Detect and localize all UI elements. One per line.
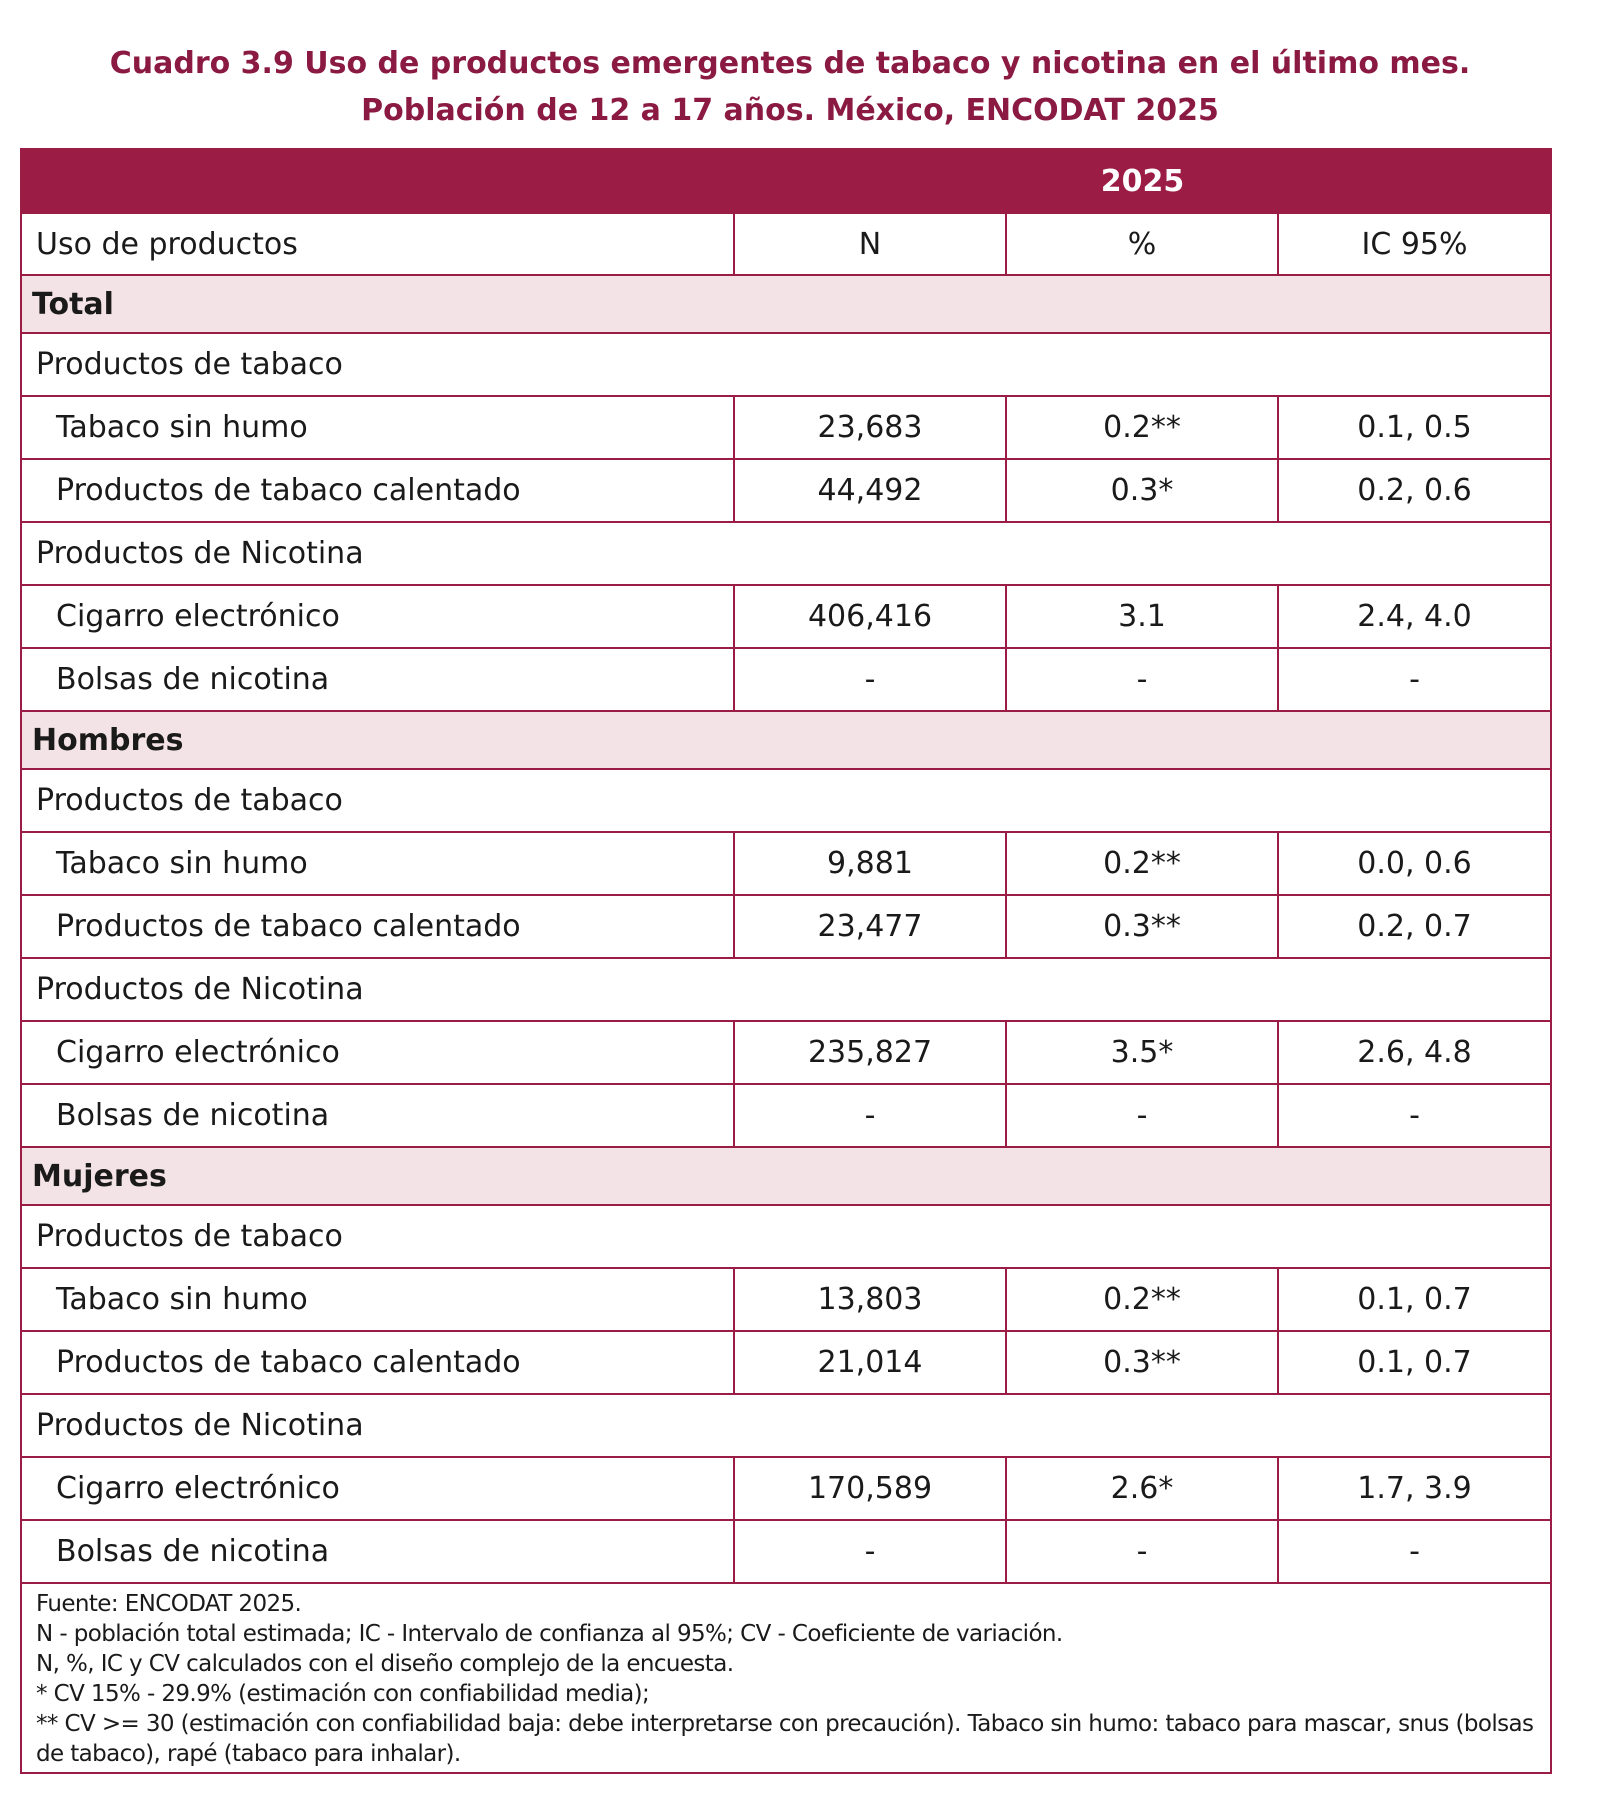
row-label: Bolsas de nicotina (21, 1520, 734, 1583)
group-row (21, 1205, 1551, 1268)
row-label: Productos de tabaco calentado (21, 459, 734, 522)
table-row (21, 832, 1551, 895)
cell-pct: 0.2** (1006, 832, 1278, 895)
table-row (21, 1021, 1551, 1084)
section-label: Hombres (21, 711, 1551, 769)
cell-ic: 1.7, 3.9 (1278, 1457, 1551, 1520)
table-row (21, 895, 1551, 958)
cell-ic: - (1278, 1520, 1551, 1583)
table-row (21, 1331, 1551, 1394)
cell-n: 235,827 (734, 1021, 1006, 1084)
cell-pct: - (1006, 648, 1278, 711)
row-label: Tabaco sin humo (21, 396, 734, 459)
cell-pct: - (1006, 1084, 1278, 1147)
cell-pct: 2.6* (1006, 1457, 1278, 1520)
cell-pct: 3.5* (1006, 1021, 1278, 1084)
section-row-hombres (21, 711, 1551, 769)
table-notes (20, 1569, 1552, 1774)
table-row (21, 459, 1551, 522)
group-label: Productos de Nicotina (21, 1394, 1551, 1457)
table-row (21, 1084, 1551, 1147)
cell-n: 9,881 (734, 832, 1006, 895)
cell-ic: 2.4, 4.0 (1278, 585, 1551, 648)
cell-pct: 0.2** (1006, 396, 1278, 459)
row-label: Cigarro electrónico (21, 1457, 734, 1520)
data-table (20, 148, 1552, 1584)
cell-n: 23,477 (734, 895, 1006, 958)
cell-n: - (734, 648, 1006, 711)
row-label: Cigarro electrónico (21, 1021, 734, 1084)
cell-ic: - (1278, 1084, 1551, 1147)
cell-pct: 0.3** (1006, 1331, 1278, 1394)
cell-n: - (734, 1084, 1006, 1147)
group-row (21, 522, 1551, 585)
table-row (21, 396, 1551, 459)
note-cv-medium: * CV 15% - 29.9% (estimación con confiabilidad media); (36, 1681, 650, 1707)
note-cv-low: ** CV >= 30 (estimación con confiabilidad baja: debe interpretarse con precaución). Tabaco sin humo: tabaco para mascar, snus (bolsas de tabaco), rapé (tabaco para inhalar). (36, 1711, 1534, 1767)
cell-ic: 0.1, 0.5 (1278, 396, 1551, 459)
cell-n: - (734, 1520, 1006, 1583)
cell-ic: 0.0, 0.6 (1278, 832, 1551, 895)
cell-n: 21,014 (734, 1331, 1006, 1394)
row-label: Tabaco sin humo (21, 1268, 734, 1331)
cell-ic: 0.1, 0.7 (1278, 1268, 1551, 1331)
group-row (21, 1394, 1551, 1457)
cell-ic: - (1278, 648, 1551, 711)
group-label: Productos de tabaco (21, 769, 1551, 832)
cell-pct: 0.3** (1006, 895, 1278, 958)
cell-ic: 2.6, 4.8 (1278, 1021, 1551, 1084)
section-row-mujeres (21, 1147, 1551, 1205)
section-label: Mujeres (21, 1147, 1551, 1205)
cell-ic: 0.1, 0.7 (1278, 1331, 1551, 1394)
section-label: Total (21, 275, 1551, 333)
group-row (21, 958, 1551, 1021)
row-label: Productos de tabaco calentado (21, 1331, 734, 1394)
column-header-n: N (734, 213, 1006, 275)
table-row (21, 648, 1551, 711)
note-source: Fuente: ENCODAT 2025. (36, 1591, 302, 1617)
column-header-row (21, 213, 1551, 275)
cell-n: 44,492 (734, 459, 1006, 522)
cell-ic: 0.2, 0.6 (1278, 459, 1551, 522)
table-row (21, 1457, 1551, 1520)
row-label: Productos de tabaco calentado (21, 895, 734, 958)
title-line-2: Población de 12 a 17 años. México, ENCODAT 2025 (361, 93, 1219, 128)
group-label: Productos de Nicotina (21, 958, 1551, 1021)
note-abbreviations: N - población total estimada; IC - Intervalo de confianza al 95%; CV - Coeficiente de variación. (36, 1621, 1063, 1647)
cell-n: 13,803 (734, 1268, 1006, 1331)
cell-pct: - (1006, 1520, 1278, 1583)
cell-n: 170,589 (734, 1457, 1006, 1520)
column-header-ic: IC 95% (1278, 213, 1551, 275)
table-row (21, 1268, 1551, 1331)
row-label: Cigarro electrónico (21, 585, 734, 648)
cell-n: 23,683 (734, 396, 1006, 459)
cell-n: 406,416 (734, 585, 1006, 648)
year-header-blank (21, 149, 734, 213)
column-header-uso: Uso de productos (21, 213, 734, 275)
section-row-total (21, 275, 1551, 333)
cell-ic: 0.2, 0.7 (1278, 895, 1551, 958)
group-label: Productos de Nicotina (21, 522, 1551, 585)
note-design: N, %, IC y CV calculados con el diseño complejo de la encuesta. (36, 1651, 734, 1677)
group-label: Productos de tabaco (21, 333, 1551, 396)
cell-pct: 3.1 (1006, 585, 1278, 648)
row-label: Tabaco sin humo (21, 832, 734, 895)
group-label: Productos de tabaco (21, 1205, 1551, 1268)
row-label: Bolsas de nicotina (21, 648, 734, 711)
year-header: 2025 (734, 149, 1551, 213)
cell-pct: 0.3* (1006, 459, 1278, 522)
group-row (21, 769, 1551, 832)
column-header-pct: % (1006, 213, 1278, 275)
table-row (21, 585, 1551, 648)
title-line-1: Cuadro 3.9 Uso de productos emergentes de tabaco y nicotina en el último mes. (109, 46, 1471, 81)
group-row (21, 333, 1551, 396)
cell-pct: 0.2** (1006, 1268, 1278, 1331)
row-label: Bolsas de nicotina (21, 1084, 734, 1147)
table-title (20, 40, 1560, 134)
year-header-row (21, 149, 1551, 213)
